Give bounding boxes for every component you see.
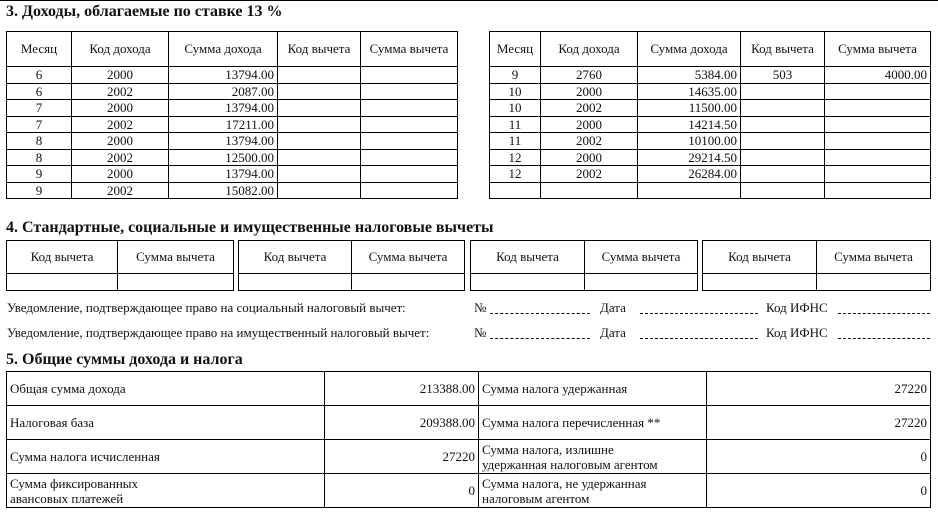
col-deduction-sum: Сумма вычета [585,241,698,274]
deduction-sum-cell [825,116,931,133]
notif-property-date-field[interactable] [640,338,758,339]
notif-social-ifns-label: Код ИФНС [766,300,828,315]
table-row [7,116,458,133]
month-cell: 10 [490,100,541,117]
notif-social-ifns-field[interactable] [838,313,930,314]
deduction-sum-cell: 4000.00 [825,67,931,84]
income-sum-cell: 14635.00 [638,83,741,100]
tax-calc-value: 27220 [325,440,479,474]
income-sum-cell: 5384.00 [638,67,741,84]
income-sum-cell: 13794.00 [169,133,278,150]
tax-withheld-value: 27220 [707,372,931,406]
month-cell: 9 [490,67,541,84]
month-cell: 7 [7,116,72,133]
col-income-code: Код дохода [541,32,638,67]
income-code-cell: 2000 [72,100,169,117]
income-sum-cell: 14214.50 [638,116,741,133]
income-code-cell: 2000 [541,83,638,100]
table-row [7,166,458,183]
col-deduction-code: Код вычета [239,241,352,274]
deduction-code-cell [278,133,361,150]
total-income-label: Общая сумма дохода [7,372,325,406]
tax-base-value: 209388.00 [325,406,479,440]
tax-not-withheld-label-line2: налоговым агентом [482,490,590,506]
deduction-table-2 [238,240,465,291]
table-row [7,83,458,100]
deduction-code-cell [741,100,825,117]
income-code-cell: 2760 [541,67,638,84]
month-cell: 12 [490,149,541,166]
deduction-code-cell: 503 [741,67,825,84]
col-deduction-sum: Сумма вычета [118,241,234,274]
tax-not-withheld-value: 0 [707,474,931,508]
income-code-cell: 2000 [72,133,169,150]
month-cell: 8 [7,133,72,150]
table-row [490,116,931,133]
deduction-table-1 [6,240,234,291]
income-sum-cell: 2087.00 [169,83,278,100]
table-row [7,149,458,166]
col-deduction-code: Код вычета [471,241,585,274]
deduction-sum-cell [825,133,931,150]
deduction-sum-cell [825,149,931,166]
notif-social-num-field[interactable] [490,313,590,314]
income-code-cell: 2000 [72,166,169,183]
col-income-sum: Сумма дохода [169,32,278,67]
table-row [7,133,458,150]
income-sum-cell: 29214.50 [638,149,741,166]
col-month: Месяц [7,32,72,67]
col-deduction-code: Код вычета [7,241,118,274]
notif-property-date-label: Дата [600,325,626,340]
income-sum-cell: 13794.00 [169,67,278,84]
income-table-right [489,31,931,199]
totals-table [6,371,931,508]
col-deduction-code: Код вычета [703,241,817,274]
month-cell: 6 [7,67,72,84]
tax-transferred-label: Сумма налога перечисленная ** [479,406,707,440]
table-row [490,133,931,150]
col-deduction-sum: Сумма вычета [352,241,465,274]
income-code-cell: 2002 [72,83,169,100]
deduction-code-cell [278,182,361,199]
month-cell: 10 [490,83,541,100]
col-deduction-sum: Сумма вычета [825,32,931,67]
deduction-code-cell [278,67,361,84]
table-row [490,149,931,166]
income-code-cell: 2000 [541,149,638,166]
notif-social-date-label: Дата [600,300,626,315]
income-sum-cell: 10100.00 [638,133,741,150]
deduction-sum-cell [361,166,458,183]
col-deduction-sum: Сумма вычета [817,241,931,274]
notif-property-ifns-field[interactable] [838,338,930,339]
income-sum-cell: 12500.00 [169,149,278,166]
deduction-sum-cell [361,133,458,150]
income-sum-cell: 13794.00 [169,166,278,183]
deduction-sum-cell [361,182,458,199]
income-sum-cell: 26284.00 [638,166,741,183]
deduction-sum-cell [825,100,931,117]
deduction-sum-cell [361,149,458,166]
tax-excess-value: 0 [707,440,931,474]
month-cell: 7 [7,100,72,117]
table-row [7,182,458,199]
deduction-code-cell [278,83,361,100]
fixed-advance-value: 0 [325,474,479,508]
cell [585,274,698,291]
month-cell: 11 [490,133,541,150]
col-income-sum: Сумма дохода [638,32,741,67]
section-3-title: 3. Доходы, облагаемые по ставке 13 % [6,3,283,20]
income-code-cell: 2002 [72,182,169,199]
cell [471,274,585,291]
fixed-advance-label [7,474,325,508]
deduction-sum-cell [825,83,931,100]
deduction-sum-cell [361,100,458,117]
deduction-sum-cell [361,116,458,133]
deduction-code-cell [741,149,825,166]
month-cell: 9 [7,182,72,199]
income-sum-cell: 13794.00 [169,100,278,117]
top-rule [0,0,938,1]
cell [817,274,931,291]
income-code-cell: 2000 [541,116,638,133]
deduction-code-cell [741,166,825,183]
deduction-code-cell [741,182,825,199]
table-row [490,67,931,84]
cell [118,274,234,291]
notif-social-num-label: № [474,300,487,315]
notif-social-date-field[interactable] [640,313,758,314]
tax-transferred-value: 27220 [707,406,931,440]
income-code-cell: 2002 [541,133,638,150]
deduction-code-cell [741,83,825,100]
deduction-sum-cell [361,83,458,100]
notif-property-num-field[interactable] [490,338,590,339]
income-code-cell: 2000 [72,67,169,84]
month-cell: 9 [7,166,72,183]
table-row [490,100,931,117]
deduction-code-cell [278,149,361,166]
income-code-cell: 2002 [72,116,169,133]
fixed-advance-label-line2: авансовых платежей [10,490,124,506]
deduction-sum-cell [825,182,931,199]
deduction-code-cell [741,133,825,150]
table-row [490,166,931,183]
tax-excess-label [479,440,707,474]
notif-property-ifns-label: Код ИФНС [766,325,828,340]
tax-base-label: Налоговая база [7,406,325,440]
tax-withheld-label: Сумма налога удержанная [479,372,707,406]
total-income-value: 213388.00 [325,372,479,406]
section-5-title: 5. Общие суммы дохода и налога [6,351,243,368]
deduction-code-cell [278,166,361,183]
col-deduction-sum: Сумма вычета [361,32,458,67]
month-cell: 6 [7,83,72,100]
month-cell: 8 [7,149,72,166]
month-cell: 11 [490,116,541,133]
notif-property-label: Уведомление, подтверждающее право на имущественный налоговый вычет: [7,325,430,340]
tax-excess-label-line1: Сумма налога, излишне [482,441,614,457]
notif-social-label: Уведомление, подтверждающее право на социальный налоговый вычет: [7,300,406,315]
table-row [490,83,931,100]
col-deduction-code: Код вычета [278,32,361,67]
income-code-cell: 2002 [541,100,638,117]
income-sum-cell: 11500.00 [638,100,741,117]
cell [7,274,118,291]
deduction-table-4 [702,240,931,291]
table-row [7,100,458,117]
deduction-code-cell [278,116,361,133]
cell [352,274,465,291]
income-code-cell: 2002 [541,166,638,183]
income-code-cell: 2002 [72,149,169,166]
section-4-title: 4. Стандартные, социальные и имущественные налоговые вычеты [6,219,494,236]
notif-property-num-label: № [474,325,487,340]
tax-calc-label: Сумма налога исчисленная [7,440,325,474]
month-cell: 12 [490,166,541,183]
col-income-code: Код дохода [72,32,169,67]
table-row [7,67,458,84]
deduction-code-cell [741,116,825,133]
table-row [490,182,931,199]
income-sum-cell [638,182,741,199]
deduction-sum-cell [825,166,931,183]
deduction-code-cell [278,100,361,117]
tax-not-withheld-label-line1: Сумма налога, не удержанная [482,475,647,491]
fixed-advance-label-line1: Сумма фиксированных [10,475,139,491]
tax-not-withheld-label [479,474,707,508]
income-sum-cell: 17211.00 [169,116,278,133]
deduction-sum-cell [361,67,458,84]
income-sum-cell: 15082.00 [169,182,278,199]
month-cell [490,182,541,199]
tax-excess-label-line2: удержанная налоговым агентом [482,456,658,472]
cell [239,274,352,291]
income-table-left [6,31,458,199]
col-deduction-code: Код вычета [741,32,825,67]
deduction-table-3 [470,240,698,291]
col-month: Месяц [490,32,541,67]
income-code-cell [541,182,638,199]
cell [703,274,817,291]
